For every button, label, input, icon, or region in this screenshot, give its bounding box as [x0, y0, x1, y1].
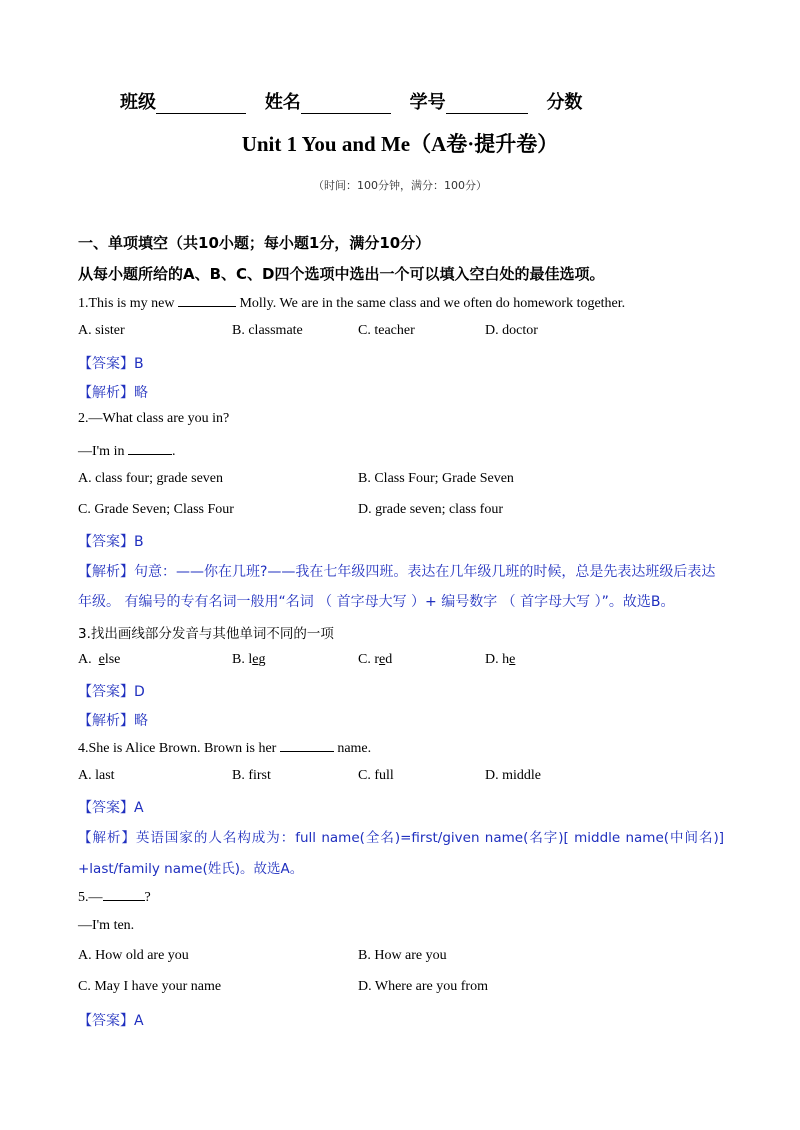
- analysis-text-cont: 年级。 有编号的专有名词一般用“名词 （ 首字母大写 ）+ 编号数字 （ 首字母大写 ）”。故选B。: [78, 594, 675, 610]
- option-b: B. classmate: [232, 323, 303, 338]
- option-d: D. doctor: [485, 323, 538, 338]
- option-c: C. May I have your name: [78, 979, 222, 994]
- question-1-text-b: Molly. We are in the same class and we often do homework together.: [239, 296, 626, 311]
- question-2-stem: 2.—What class are you in?: [78, 411, 230, 426]
- student-id-label: 学号: [409, 92, 446, 113]
- class-blank[interactable]: [156, 95, 246, 114]
- analysis-text: 【解析】略: [78, 713, 148, 729]
- option-c: C. full: [358, 768, 394, 783]
- answer-text: 【答案】B: [78, 356, 144, 372]
- answer-text: 【答案】B: [78, 534, 144, 550]
- answer-text: 【答案】A: [78, 1013, 144, 1029]
- analysis-text: 【解析】英语国家的人名构成为：full name(全名)=first/given name(名字)[ middle name(中间名)]: [78, 830, 724, 846]
- option-b: B. Class Four; Grade Seven: [358, 471, 514, 486]
- section-heading: 一、单项填空（共10小题；每小题1分，满分10分）: [78, 234, 431, 252]
- student-info-row: [120, 88, 582, 114]
- question-2-reply: [78, 442, 175, 460]
- option-b: B. leg: [232, 652, 266, 667]
- option-b: B. first: [232, 768, 271, 783]
- option-d: D. he: [485, 652, 516, 667]
- question-4-text-a: 4.She is Alice Brown. Brown is her: [78, 741, 277, 756]
- answer-text: 【答案】D: [78, 684, 145, 700]
- analysis-text: 【解析】句意：——你在几班?——我在七年级四班。表达在几年级几班的时候，总是先表达班级后表达: [78, 564, 716, 580]
- question-5-dash: 5.—: [78, 890, 103, 905]
- option-a: A. last: [78, 768, 115, 783]
- option-c: C. Grade Seven; Class Four: [78, 502, 234, 517]
- answer-blank: [103, 888, 145, 901]
- answer-text: 【答案】A: [78, 800, 144, 816]
- section-instruction: 从每小题所给的A、B、C、D四个选项中选出一个可以填入空白处的最佳选项。: [78, 265, 605, 283]
- name-blank[interactable]: [301, 95, 391, 114]
- option-a: A. sister: [78, 323, 125, 338]
- question-4-text-b: name.: [337, 741, 372, 756]
- question-2-period: .: [171, 444, 176, 459]
- question-5-reply: —I'm ten.: [78, 918, 135, 933]
- option-d: D. grade seven; class four: [358, 502, 504, 517]
- question-1-stem: [78, 294, 625, 312]
- answer-blank: [128, 442, 172, 455]
- question-2-reply-text: —I'm in: [78, 444, 125, 459]
- option-d: D. middle: [485, 768, 541, 783]
- option-c: C. red: [358, 652, 393, 667]
- option-a: A. class four; grade seven: [78, 471, 224, 486]
- question-5-mark: ?: [144, 890, 151, 905]
- page-title: Unit 1 You and Me（A卷·提升卷）: [241, 132, 559, 156]
- answer-blank: [280, 739, 334, 752]
- student-id-blank[interactable]: [446, 95, 528, 114]
- class-label: 班级: [120, 92, 156, 113]
- answer-blank: [178, 294, 236, 307]
- option-a: A. else: [78, 652, 121, 667]
- option-d: D. Where are you from: [358, 979, 488, 994]
- question-5-stem: [78, 888, 151, 906]
- name-label: 姓名: [264, 92, 301, 113]
- option-b: B. How are you: [358, 948, 447, 963]
- option-a: A. How old are you: [78, 948, 189, 963]
- question-1-text-a: 1.This is my new: [78, 296, 175, 311]
- time-and-score-note: （时间：100分钟，满分：100分）: [313, 179, 487, 192]
- score-label: 分数: [546, 92, 583, 113]
- question-3-stem: 3.找出画线部分发音与其他单词不同的一项: [78, 626, 334, 642]
- analysis-text-cont: +last/family name(姓氏)。故选A。: [78, 861, 304, 877]
- question-4-stem: [78, 739, 371, 757]
- option-c: C. teacher: [358, 323, 415, 338]
- analysis-text: 【解析】略: [78, 385, 148, 401]
